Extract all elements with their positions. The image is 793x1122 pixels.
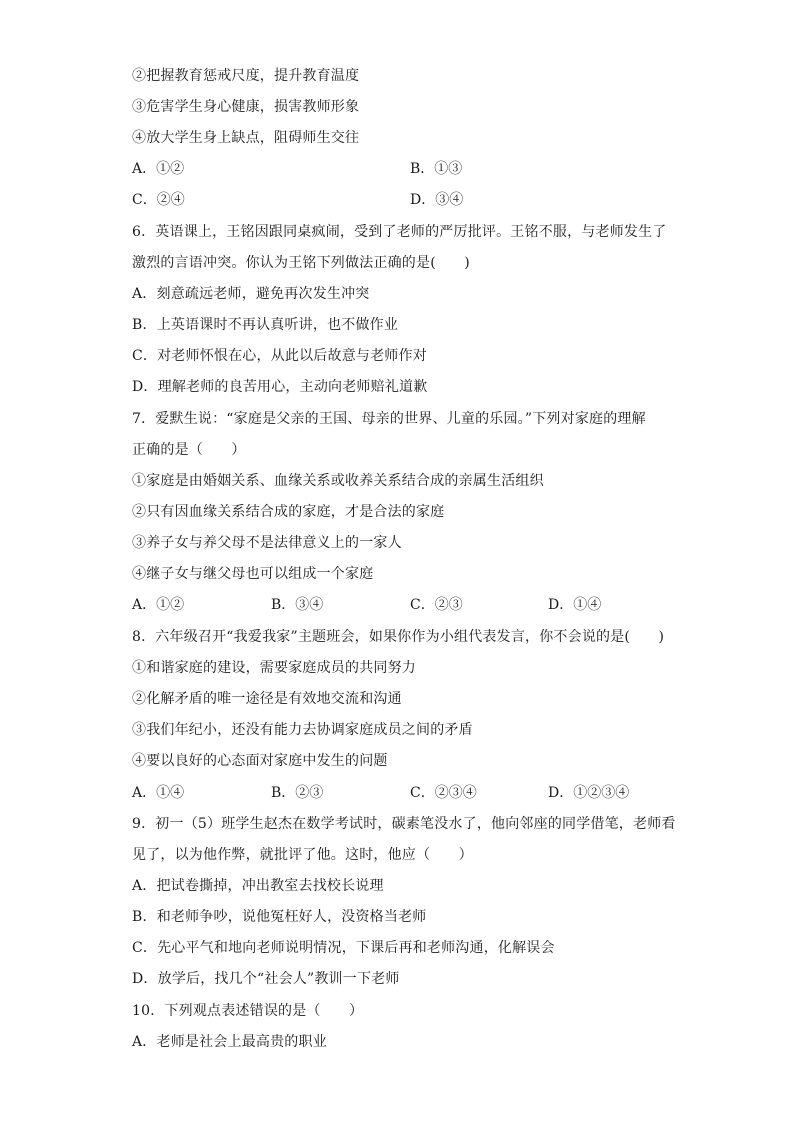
q8-option-a: A．①④ [132,785,185,801]
q8-statement-2: ②化解矛盾的唯一途径是有效地交流和沟通 [132,691,402,707]
q5-option-c: C．②④ [132,192,185,208]
q7-stem-line-2: 正确的是（ ） [132,442,246,458]
q6-option-b: B．上英语课时不再认真听讲，也不做作业 [132,317,399,333]
q7-statement-3: ③养子女与养父母不是法律意义上的一家人 [132,535,402,551]
q6-stem-line-1: 6．英语课上，王铭因跟同桌疯闹，受到了老师的严厉批评。王铭不服，与老师发生了 [132,224,667,240]
q9-option-a: A．把试卷撕掉，冲出教室去找校长说理 [132,878,384,894]
q6-stem-line-2: 激烈的言语冲突。你认为王铭下列做法正确的是( ) [132,255,470,271]
q9-option-d: D．放学后，找几个“社会人”教训一下老师 [132,971,400,987]
q6-option-a: A．刻意疏远老师，避免再次发生冲突 [132,286,370,302]
q8-option-c: C．②③④ [410,785,477,801]
q6-option-d: D．理解老师的良苦用心，主动向老师赔礼道歉 [132,379,428,395]
q8-option-d: D．①②③④ [548,785,630,801]
q5-option-a: A．①② [132,161,185,177]
q9-option-c: C．先心平气和地向老师说明情况，下课后再和老师沟通，化解误会 [132,940,555,956]
q7-stem-line-1: 7．爱默生说：“家庭是父亲的王国、母亲的世界、儿童的乐园。”下列对家庭的理解 [132,411,646,427]
q5-statement-4: ④放大学生身上缺点，阻碍师生交往 [132,130,360,146]
q10-stem: 10．下列观点表述错误的是（ ） [132,1003,364,1019]
q7-statement-2: ②只有因血缘关系结合成的家庭，才是合法的家庭 [132,504,445,520]
q7-option-b: B．③④ [271,597,324,613]
q8-statement-4: ④要以良好的心态面对家庭中发生的问题 [132,753,388,769]
q5-option-d: D．③④ [410,192,464,208]
q5-statement-2: ②把握教育惩戒尺度，提升教育温度 [132,68,360,84]
q9-stem-line-2: 见了，以为他作弊，就批评了他。这时，他应（ ） [132,847,473,863]
q7-option-c: C．②③ [410,597,463,613]
q8-stem: 8．六年级召开“我爱我家”主题班会，如果你作为小组代表发言，你不会说的是( ) [132,629,665,645]
q8-statement-3: ③我们年纪小，还没有能力去协调家庭成员之间的矛盾 [132,722,473,738]
q7-option-a: A．①② [132,597,185,613]
q8-statement-1: ①和谐家庭的建设，需要家庭成员的共同努力 [132,660,416,676]
q10-option-a: A．老师是社会上最高贵的职业 [132,1034,327,1050]
q8-option-b: B．②③ [271,785,324,801]
q9-option-b: B．和老师争吵，说他冤枉好人，没资格当老师 [132,909,427,925]
q7-statement-4: ④继子女与继父母也可以组成一个家庭 [132,566,374,582]
q5-option-b: B．①③ [410,161,463,177]
q5-statement-3: ③危害学生身心健康，损害教师形象 [132,99,360,115]
q7-statement-1: ①家庭是由婚姻关系、血缘关系或收养关系结合成的亲属生活组织 [132,473,544,489]
q9-stem-line-1: 9．初一（5）班学生赵杰在数学考试时，碳素笔没水了，他向邻座的同学借笔，老师看 [132,816,676,832]
q6-option-c: C．对老师怀恨在心，从此以后故意与老师作对 [132,348,427,364]
q7-option-d: D．①④ [548,597,602,613]
